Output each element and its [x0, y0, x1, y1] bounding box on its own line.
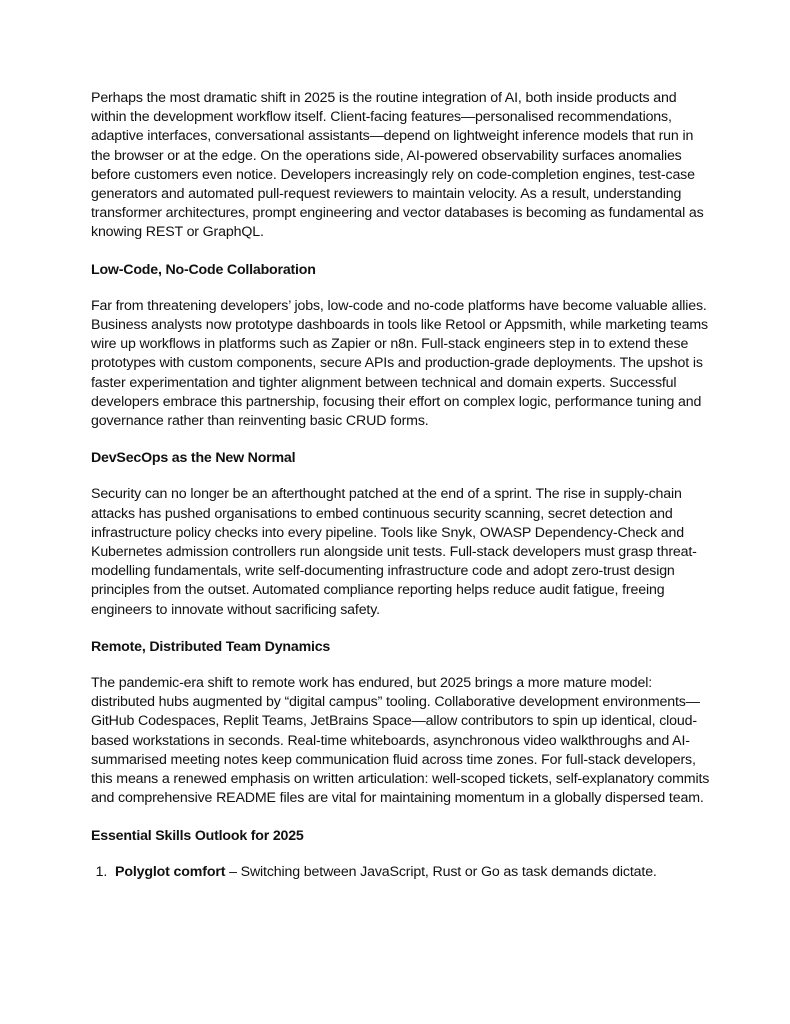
section-heading-low-code: Low-Code, No-Code Collaboration: [91, 261, 316, 278]
skills-list: [91, 863, 711, 882]
section-heading-remote-teams: Remote, Distributed Team Dynamics: [91, 638, 331, 655]
skill-description: Switching between JavaScript, Rust or Go as task demands dictate.: [240, 863, 657, 880]
skills-list-item: [111, 863, 711, 882]
section-heading-devsecops: DevSecOps as the New Normal: [91, 450, 296, 467]
document-page: [91, 89, 711, 882]
section-body-low-code: Far from threatening developers’ jobs, low-code and no-code platforms have become valuable allies. Business analysts now prototype dashboards in tools like Retool or Appsmith, while marketing teams wire up workflows in platforms such as Zapier or n8n. Full-stack engineers step in to extend these prototypes with custom components, secure APIs and production-grade deployments. The upshot is faster experimentation and tighter alignment between technical and domain experts. Successful developers embrace this partnership, focusing their effort on complex logic, performance tuning and governance rather than reinventing basic CRUD forms.: [91, 297, 708, 430]
skill-term: Polyglot comfort: [115, 863, 226, 880]
section-body-remote-teams: The pandemic-era shift to remote work has endured, but 2025 brings a more mature model: distributed hubs augmented by “digital campus” tooling. Collaborative development environments—GitHub Codespaces, Replit Teams, JetBrains Space—allow contributors to spin up identical, cloud-based workstations in seconds. Real-time whiteboards, asynchronous video walkthroughs and AI-summarised meeting notes keep communication fluid across time zones. For full-stack developers, this means a renewed emphasis on written articulation: well-scoped tickets, self-explanatory commits and comprehensive README files are vital for maintaining momentum in a globally dispersed team.: [91, 675, 710, 807]
skill-separator: –: [225, 863, 241, 880]
intro-paragraph: Perhaps the most dramatic shift in 2025 is the routine integration of AI, both inside products and within the development workflow itself. Client-facing features—personalised recommendations, adaptive interfaces, conversational assistants—depend on lightweight inference models that run in the browser or at the edge. On the operations side, AI-powered observability surfaces anomalies before customers even notice. Developers increasingly rely on code-completion engines, test-case generators and automated pull-request reviewers to maintain velocity. As a result, understanding transformer architectures, prompt engineering and vector databases is becoming as fundamental as knowing REST or GraphQL.: [91, 90, 704, 241]
section-heading-skills-outlook: Essential Skills Outlook for 2025: [91, 827, 304, 844]
section-body-devsecops: Security can no longer be an afterthought patched at the end of a sprint. The rise in supply-chain attacks has pushed organisations to embed continuous security scanning, secret detection and infrastructure policy checks into every pipeline. Tools like Snyk, OWASP Dependency-Check and Kubernetes admission controllers run alongside unit tests. Full-stack developers must grasp threat-modelling fundamentals, write self-documenting infrastructure code and adopt zero-trust design principles from the outset. Automated compliance reporting helps reduce audit fatigue, freeing engineers to innovate without sacrificing safety.: [91, 486, 697, 618]
